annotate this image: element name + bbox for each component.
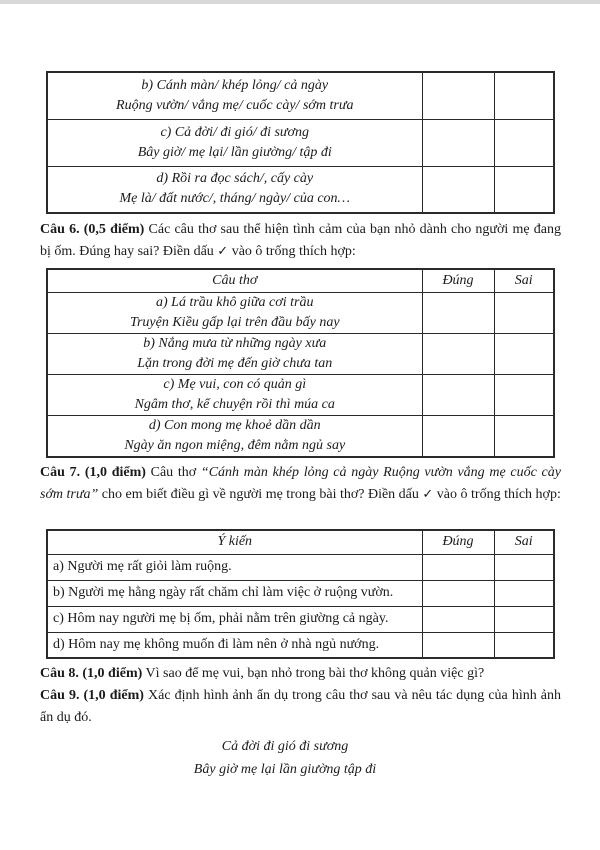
table-row xyxy=(47,119,554,166)
question6-text: Các câu thơ sau thể hiện tình cảm của bạn nhỏ dành cho người mẹ đang bị ốm. Đúng hay sai? Điền dấu xyxy=(40,222,561,259)
table-header-row xyxy=(47,269,554,292)
dung-cell xyxy=(422,580,494,606)
dung-cell xyxy=(422,415,494,457)
column-header-y-kien: Ý kiến xyxy=(47,530,422,554)
question7-pre-quote: Câu thơ xyxy=(145,465,201,480)
column-header-sai: Sai xyxy=(494,269,554,292)
question7-post-quote: cho em biết điều gì về người mẹ trong bài thơ? Điền dấu xyxy=(98,486,423,502)
table-row xyxy=(47,374,554,415)
checkmark-icon: ✓ xyxy=(422,486,434,502)
dung-cell xyxy=(422,333,494,374)
verse-cell xyxy=(47,292,422,333)
table-header-row xyxy=(47,530,554,554)
question9-text xyxy=(40,685,561,728)
sai-cell xyxy=(494,166,554,213)
poem-line: Bây giờ mẹ lại lần giường tập đi xyxy=(193,761,377,777)
question8-body: Vì sao để mẹ vui, bạn nhỏ trong bài thơ không quản việc gì? xyxy=(142,666,485,681)
dung-cell xyxy=(422,119,494,166)
sai-cell xyxy=(494,333,554,374)
sai-cell xyxy=(494,554,554,580)
verse-line: b) Cánh màn/ khép lỏng/ cả ngày xyxy=(141,77,329,93)
dung-cell xyxy=(422,374,494,415)
table-row xyxy=(47,632,554,658)
verse-line: Mẹ là/ đất nước/, tháng/ ngày/ của con… xyxy=(119,191,350,207)
verse-cell xyxy=(47,333,422,374)
table-row xyxy=(47,606,554,632)
dung-cell xyxy=(422,554,494,580)
sai-cell xyxy=(494,292,554,333)
table-row xyxy=(47,292,554,333)
sai-cell xyxy=(494,580,554,606)
question8-label: Câu 8. (1,0 điểm) xyxy=(40,666,143,681)
question7-intro xyxy=(40,462,561,505)
question6-text-after: vào ô trống thích hợp: xyxy=(228,243,356,259)
question6-intro xyxy=(40,219,561,262)
verse-cell xyxy=(47,166,422,213)
sai-cell xyxy=(494,119,554,166)
table-row xyxy=(47,166,554,213)
sai-cell xyxy=(494,72,554,119)
table-row xyxy=(47,580,554,606)
verse-line: Lặn trong đời mẹ đến giờ chưa tan xyxy=(137,355,333,371)
table-row xyxy=(47,415,554,457)
dung-cell xyxy=(422,72,494,119)
column-header-cau-tho: Câu thơ xyxy=(47,269,422,292)
question7-text-after: vào ô trống thích hợp: xyxy=(433,486,561,502)
question7-quote: “Cánh màn khép lỏng cả ngày Ruộng vườn vắng mẹ cuốc cày sớm trưa” xyxy=(40,465,561,502)
verse-line: d) Rồi ra đọc sách/, cấy cày xyxy=(156,171,314,187)
opinion-cell: a) Người mẹ rất giỏi làm ruộng. xyxy=(47,554,422,580)
verse-cell xyxy=(47,72,422,119)
verse-line: a) Lá trầu khô giữa cơi trầu xyxy=(156,294,314,310)
verse-line: Ngày ăn ngon miệng, đêm nằm ngủ say xyxy=(124,437,346,453)
verse-line: b) Nắng mưa từ những ngày xưa xyxy=(143,335,327,351)
verse-line: Ngâm thơ, kể chuyện rồi thì múa ca xyxy=(134,396,335,412)
sai-cell xyxy=(494,632,554,658)
opinion-cell: d) Hôm nay mẹ không muốn đi làm nên ở nhà ngủ nướng. xyxy=(47,632,422,658)
verse-line: Ruộng vườn/ vắng mẹ/ cuốc cày/ sớm trưa xyxy=(116,97,354,113)
verse-line: c) Cả đời/ đi gió/ đi sương xyxy=(160,124,310,140)
dung-cell xyxy=(422,292,494,333)
column-header-sai: Sai xyxy=(494,530,554,554)
quoted-poem xyxy=(40,736,530,781)
table-row xyxy=(47,72,554,119)
verse-line: c) Mẹ vui, con có quản gì xyxy=(163,376,307,392)
sai-cell xyxy=(494,415,554,457)
question8-text xyxy=(40,663,561,685)
sai-cell xyxy=(494,606,554,632)
dung-cell xyxy=(422,166,494,213)
verse-line: d) Con mong mẹ khoẻ dần dần xyxy=(148,417,321,433)
question9-label: Câu 9. (1,0 điểm) xyxy=(40,688,144,703)
sai-cell xyxy=(494,374,554,415)
verse-cell xyxy=(47,415,422,457)
dung-cell xyxy=(422,632,494,658)
column-header-dung: Đúng xyxy=(422,530,494,554)
question6-answer-table xyxy=(46,268,555,458)
opinion-cell: b) Người mẹ hằng ngày rất chăm chỉ làm việc ở ruộng vườn. xyxy=(47,580,422,606)
verse-cell xyxy=(47,119,422,166)
checkmark-icon: ✓ xyxy=(217,243,229,259)
question7-answer-table xyxy=(46,529,555,659)
column-header-dung: Đúng xyxy=(422,269,494,292)
table-row xyxy=(47,333,554,374)
question7-label: Câu 7. (1,0 điểm) xyxy=(40,465,146,480)
verse-line: Truyện Kiều gấp lại trên đầu bấy nay xyxy=(129,314,340,330)
question9-body: Xác định hình ảnh ẩn dụ trong câu thơ sau và nêu tác dụng của hình ảnh ẩn dụ đó. xyxy=(40,688,561,725)
question6-label: Câu 6. (0,5 điểm) xyxy=(40,222,145,237)
verse-cell xyxy=(47,374,422,415)
table-row xyxy=(47,554,554,580)
poem-line: Cả đời đi gió đi sương xyxy=(221,739,349,754)
opinion-cell: c) Hôm nay người mẹ bị ốm, phải nằm trên giường cả ngày. xyxy=(47,606,422,632)
verse-line: Bây giờ/ mẹ lại/ lần giường/ tập đi xyxy=(137,144,332,160)
question5-answer-table xyxy=(46,71,555,214)
page-top-divider xyxy=(0,0,600,4)
dung-cell xyxy=(422,606,494,632)
